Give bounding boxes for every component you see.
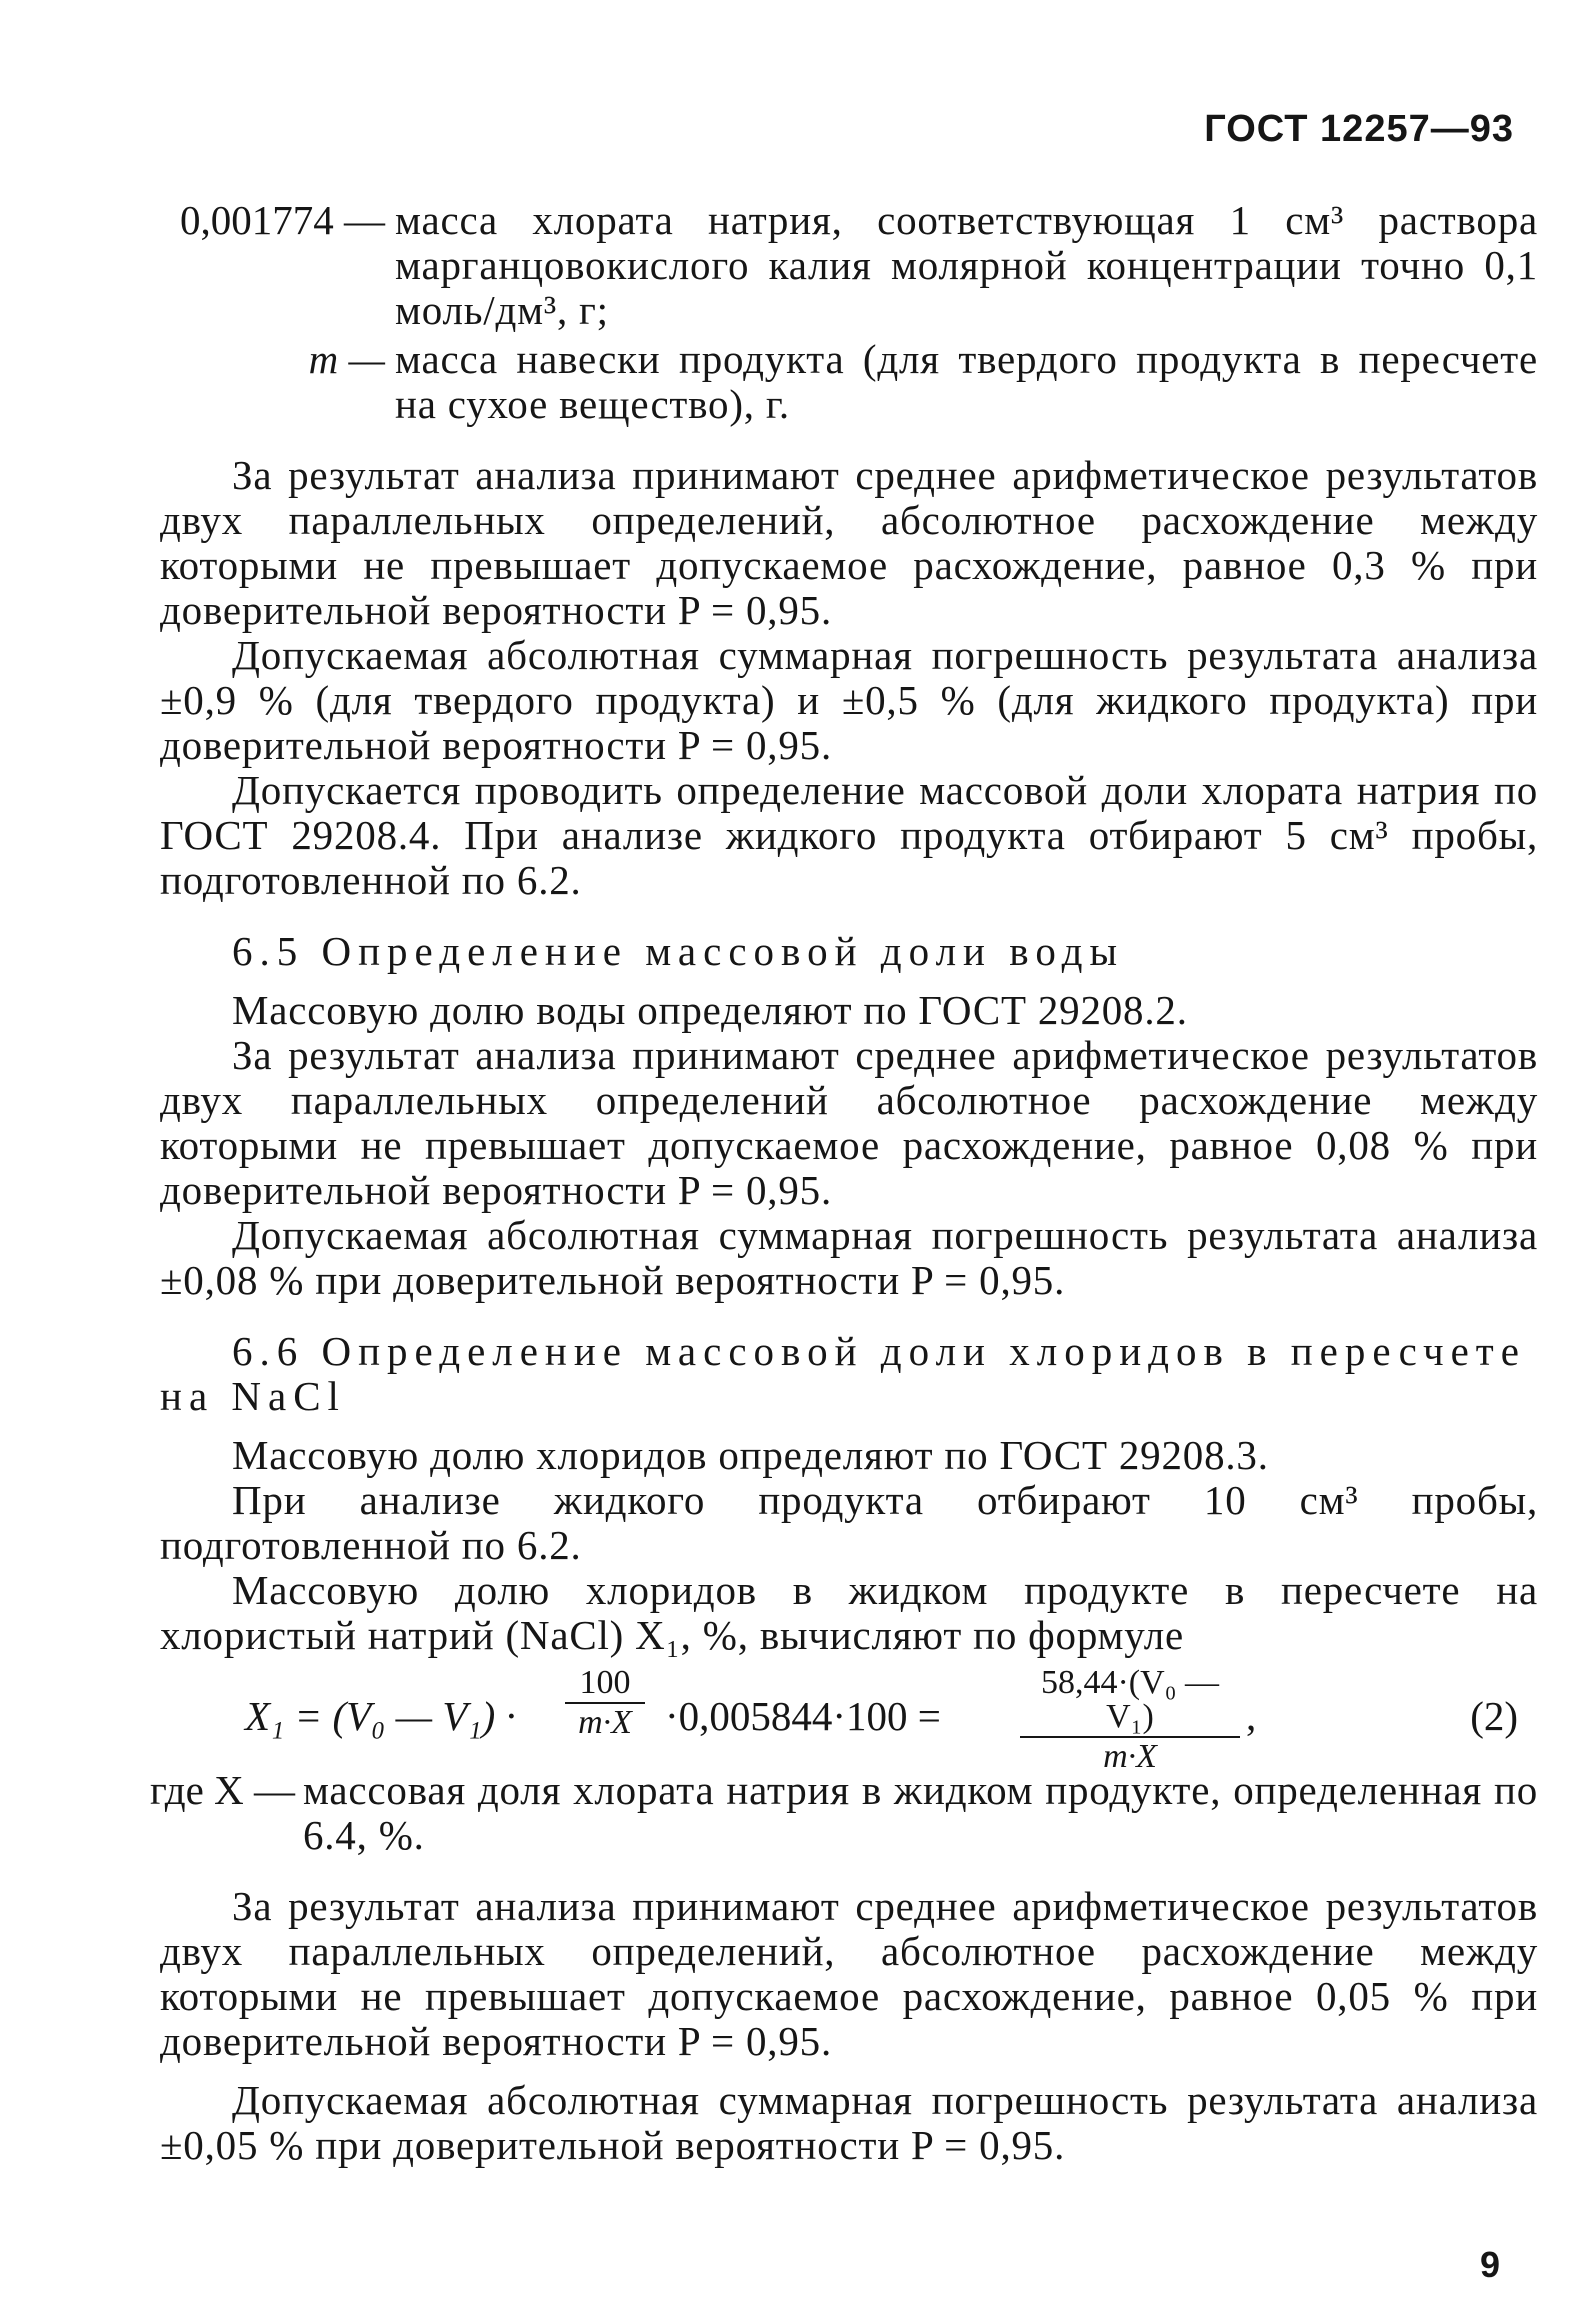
formula-middle: ·0,005844·100 = xyxy=(665,1693,941,1739)
formula-tail: , xyxy=(1246,1693,1257,1739)
paragraph-sample: При анализе жидкого продукта отбирают 10 см³ пробы, подготовленной по 6.2. xyxy=(160,1477,1538,1568)
paragraph-error: Допускаемая абсолютная суммарная погрешность результата анализа ±0,05 % при доверительной вероятности P = 0,95. xyxy=(160,2077,1538,2168)
paragraph-result: За результат анализа принимают среднее арифметическое результатов двух параллельных определений, абсолютное расхождение между которыми не превышает допускаемое расхождение, равное 0,05 % при доверительной вероятности P = 0,95. xyxy=(160,1883,1538,2064)
definition-item xyxy=(160,198,1538,333)
formula-lhs: X₁ = (V₀ — V₁) · xyxy=(245,1693,516,1739)
paragraph-alternative-method: Допускается проводить определение массовой доли хлората натрия по ГОСТ 29208.4. При анализе жидкого продукта отбирают 5 см³ пробы, подготовленной по 6.2. xyxy=(160,767,1538,903)
paragraph-result: За результат анализа принимают среднее арифметическое результатов двух параллельных определений, абсолютное расхождение между которыми не превышает допускаемое расхождение, равное 0,3 % при доверительной вероятности P = 0,95. xyxy=(160,452,1538,633)
formula-2 xyxy=(160,1664,1538,1775)
fraction-denominator: m·X xyxy=(1103,1738,1157,1775)
formula-where xyxy=(150,1768,1538,1858)
definition-item xyxy=(160,337,1538,427)
definition-text: масса навески продукта (для твердого продукта в пересчете на сухое вещество), г. xyxy=(395,336,1538,427)
fraction-numerator: 58,44·(V₀ — V₁) xyxy=(1020,1666,1240,1738)
equation-number: (2) xyxy=(1470,1693,1518,1739)
paragraph-result: За результат анализа принимают среднее арифметическое результатов двух параллельных определений абсолютное расхождение между которыми не превышает допускаемое расхождение, равное 0,08 % при доверительной вероятности P = 0,95. xyxy=(160,1032,1538,1213)
paragraph-method-ref: Массовую долю воды определяют по ГОСТ 29208.2. xyxy=(232,987,1188,1033)
page-number: 9 xyxy=(1479,2244,1500,2285)
paragraph-formula-intro: Массовую долю хлоридов в жидком продукте в пересчете на хлористый натрий (NaCl) X₁, %, вычисляют по формуле xyxy=(160,1567,1538,1658)
paragraph-method-ref: Массовую долю хлоридов определяют по ГОСТ 29208.3. xyxy=(232,1432,1269,1478)
definition-text: масса хлората натрия, соответствующая 1 см³ раствора марганцовокислого калия молярной концентрации точно 0,1 моль/дм³, г; xyxy=(395,197,1538,333)
definition-term: m — xyxy=(308,336,385,382)
paragraph-error: Допускаемая абсолютная суммарная погрешность результата анализа ±0,9 % (для твердого продукта) и ±0,5 % (для жидкого продукта) при доверительной вероятности P = 0,95. xyxy=(160,632,1538,768)
section-heading-6-6: 6.6 Определение массовой доли хлоридов в пересчете на NaCl xyxy=(160,1328,1526,1419)
page-content xyxy=(150,197,1538,2168)
section-heading-6-5: 6.5 Определение массовой доли воды xyxy=(232,928,1125,974)
formula-fraction-1 xyxy=(565,1666,645,1742)
paragraph-error: Допускаемая абсолютная суммарная погрешность результата анализа ±0,08 % при доверительной вероятности P = 0,95. xyxy=(160,1212,1538,1303)
where-term: где X — xyxy=(150,1767,295,1813)
document-header: ГОСТ 12257—93 xyxy=(1204,108,1514,150)
fraction-denominator: m·X xyxy=(578,1704,632,1741)
formula-fraction-2 xyxy=(1020,1666,1240,1776)
definition-term: 0,001774 — xyxy=(180,197,385,243)
where-text: массовая доля хлората натрия в жидком продукте, определенная по 6.4, %. xyxy=(302,1767,1538,1858)
fraction-numerator: 100 xyxy=(565,1666,645,1704)
